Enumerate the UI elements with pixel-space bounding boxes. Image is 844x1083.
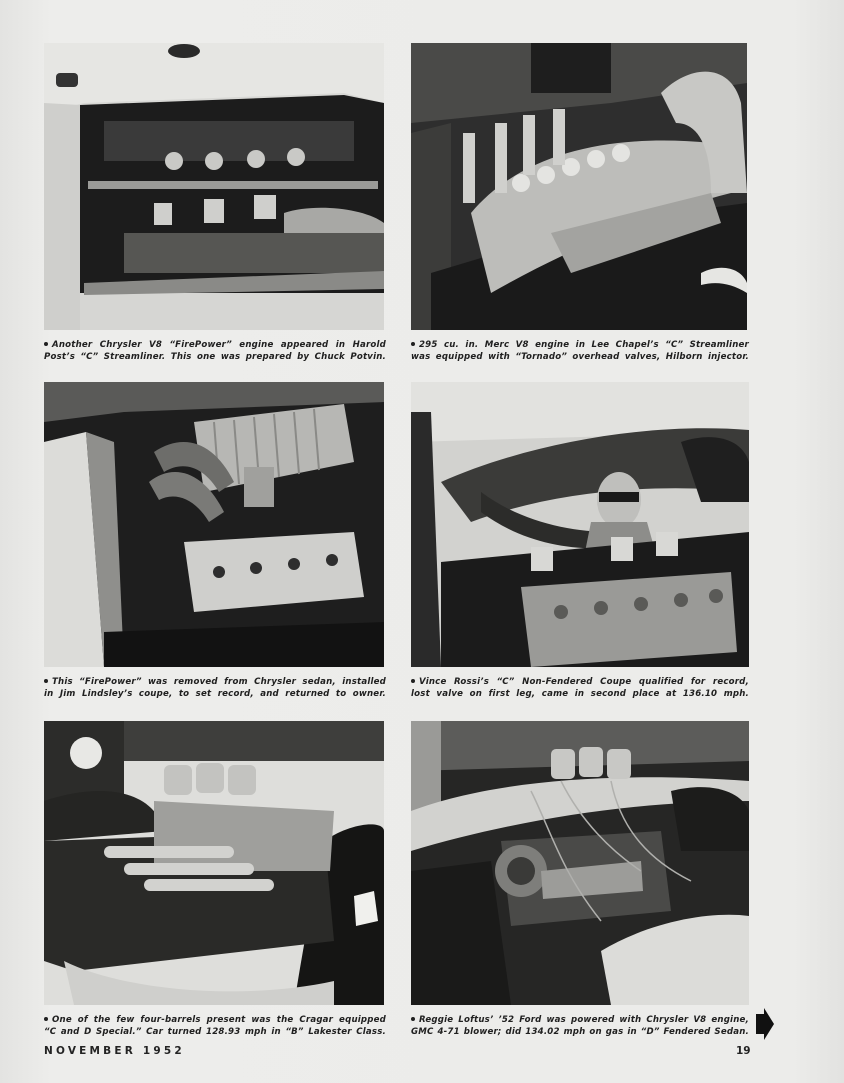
caption-2-line-2: was equipped with “Tornado” overhead valves, Hilborn injector. xyxy=(411,352,749,363)
caption-5-line-2: “C and D Special.” Car turned 128.93 mph in “B” Lakester Class. xyxy=(44,1027,386,1038)
caption-3-line-2: in Jim Lindsley’s coupe, to set record, and returned to owner. xyxy=(44,689,386,700)
bullet-icon xyxy=(411,679,415,683)
photo-chrysler-firepower-streamliner xyxy=(44,43,384,330)
caption-1-line-2: Post’s “C” Streamliner. This one was prepared by Chuck Potvin. xyxy=(44,352,386,363)
issue-date: NOVEMBER 1952 xyxy=(44,1045,185,1057)
bullet-icon xyxy=(411,342,415,346)
photo-loftus-52-ford xyxy=(411,721,749,1005)
caption-5-line-1: One of the few four-barrels present was the Cragar equipped xyxy=(52,1015,386,1025)
caption-photo-6 xyxy=(411,1014,749,1039)
caption-6-line-2: GMC 4-71 blower; did 134.02 mph on gas in “D” Fendered Sedan. xyxy=(411,1027,749,1038)
caption-photo-5 xyxy=(44,1014,386,1039)
caption-3-line-1: This “FirePower” was removed from Chrysler sedan, installed xyxy=(52,677,386,687)
caption-1-line-1: Another Chrysler V8 “FirePower” engine appeared in Harold xyxy=(52,340,386,350)
caption-photo-4 xyxy=(411,676,749,701)
photo-firepower-lindsley-coupe xyxy=(44,382,384,667)
caption-photo-1 xyxy=(44,339,386,364)
caption-photo-2 xyxy=(411,339,749,364)
page-number: 19 xyxy=(736,1045,751,1057)
caption-4-line-1: Vince Rossi’s “C” Non-Fendered Coupe qualified for record, xyxy=(419,677,749,687)
bullet-icon xyxy=(44,679,48,683)
caption-photo-3 xyxy=(44,676,386,701)
bullet-icon xyxy=(44,342,48,346)
caption-6-line-1: Reggie Loftus’ ’52 Ford was powered with Chrysler V8 engine, xyxy=(419,1015,749,1025)
photo-merc-v8-streamliner xyxy=(411,43,747,330)
caption-2-line-1: 295 cu. in. Merc V8 engine in Lee Chapel’s “C” Streamliner xyxy=(419,340,749,350)
caption-4-line-2: lost valve on first leg, came in second place at 136.10 mph. xyxy=(411,689,749,700)
bullet-icon xyxy=(44,1017,48,1021)
photo-rossi-non-fendered-coupe xyxy=(411,382,749,667)
photo-cragar-c-and-d-special xyxy=(44,721,384,1005)
continue-arrow-icon xyxy=(756,1008,774,1040)
bullet-icon xyxy=(411,1017,415,1021)
